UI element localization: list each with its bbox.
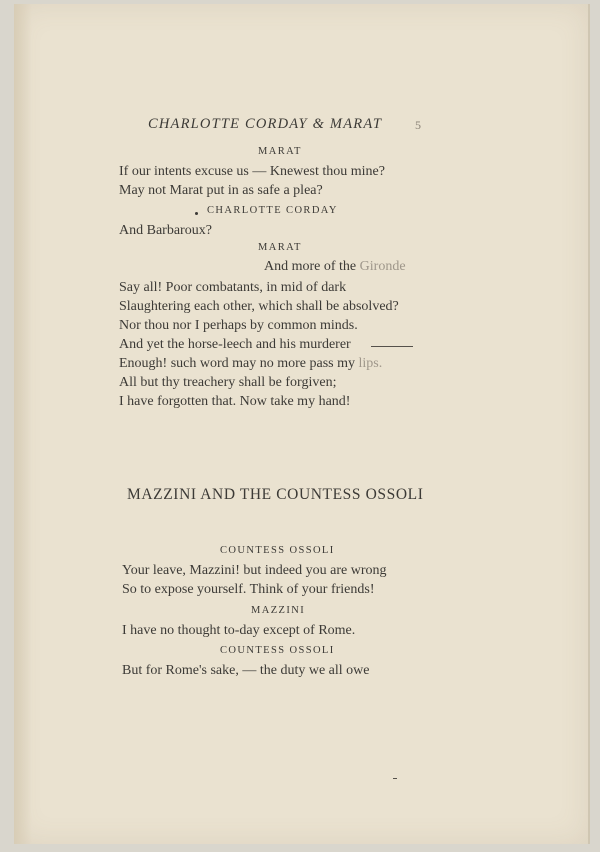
verse-line: All but thy treachery shall be forgiven; (119, 375, 337, 390)
verse-line: Say all! Poor combatants, in mid of dark (119, 280, 347, 295)
verse-line: If our intents excuse us — Knewest thou mine? (119, 164, 385, 179)
verse-line: Your leave, Mazzini! but indeed you are wrong (122, 563, 387, 578)
speaker-countess-ossoli: COUNTESS OSSOLI (220, 645, 335, 656)
verse-line: I have no thought to-day except of Rome. (122, 623, 356, 638)
speaker-countess-ossoli: COUNTESS OSSOLI (220, 545, 335, 556)
speaker-charlotte-corday: CHARLOTTE CORDAY (207, 205, 338, 216)
ink-mark (393, 778, 397, 779)
speaker-marat: MARAT (258, 146, 302, 157)
ink-dot (195, 212, 198, 215)
speaker-marat: MARAT (258, 242, 302, 253)
verse-line: But for Rome's sake, — the duty we all owe (122, 663, 370, 678)
book-page (14, 4, 590, 844)
section-heading: MAZZINI AND THE COUNTESS OSSOLI (127, 486, 424, 503)
verse-line: And yet the horse-leech and his murderer (119, 337, 351, 352)
verse-line: Slaughtering each other, which shall be absolved? (119, 299, 399, 314)
page-gutter-shadow (14, 4, 32, 844)
page-number: 5 (415, 118, 421, 132)
verse-line: I have forgotten that. Now take my hand! (119, 394, 351, 409)
em-dash-rule (371, 346, 413, 347)
verse-line: And Barbaroux? (119, 223, 212, 238)
verse-line: Enough! such word may no more pass my lips. (119, 356, 383, 371)
verse-line: So to expose yourself. Think of your friends! (122, 582, 375, 597)
speaker-mazzini: MAZZINI (251, 605, 306, 616)
running-title: CHARLOTTE CORDAY & MARAT (148, 116, 383, 132)
verse-line: Nor thou nor I perhaps by common minds. (119, 318, 358, 333)
verse-line: May not Marat put in as safe a plea? (119, 183, 323, 198)
verse-line: And more of the Gironde (264, 259, 406, 274)
